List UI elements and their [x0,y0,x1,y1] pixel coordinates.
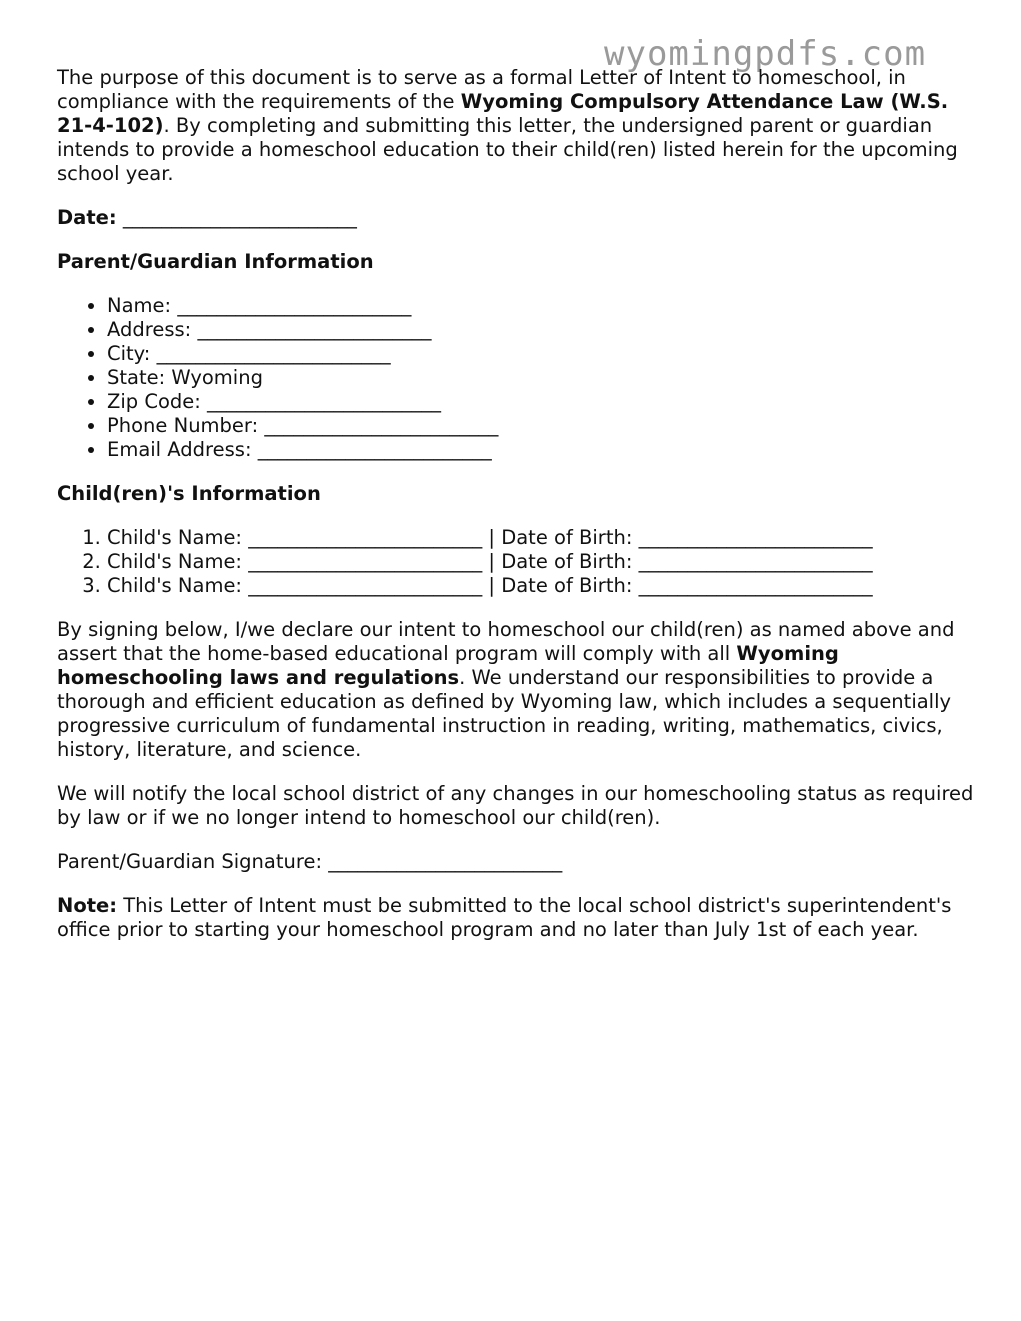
dob-label: Date of Birth: [501,574,633,597]
child-name-label: Child's Name: [107,574,243,597]
child-row-3 [107,574,977,598]
list-item-state [107,366,977,390]
date-label: Date: [57,206,117,229]
child-row-2 [107,550,977,574]
separator: | [488,526,495,549]
intro-text-1: The purpose of this document is to serve as a formal Letter of Intent to homeschool, in compliance with the requirements of the [57,66,906,113]
intro-text-2: . By completing and submitting this letter, the undersigned parent or guardian intends to provide a homeschool education to their child(ren) listed herein for the upcoming school year. [57,114,958,185]
children-info-list [57,526,977,598]
list-item-city [107,342,977,366]
zip-code-field[interactable]: ________________________ [207,390,442,413]
note-paragraph [57,894,977,942]
intro-paragraph [57,66,977,186]
signature-label: Parent/Guardian Signature: [57,850,323,873]
note-text: This Letter of Intent must be submitted to the local school district's superintendent's office prior to starting your homeschool program and no later than July 1st of each year. [57,894,952,941]
child-3-name-field[interactable]: ________________________ [248,574,483,597]
child-3-dob-field[interactable]: ________________________ [638,574,873,597]
child-name-label: Child's Name: [107,550,243,573]
declaration-text-2: . We understand our responsibilities to provide a thorough and efficient education as defined by Wyoming law, which includes a sequentially progressive curriculum of fundamental instruction in reading, writing, mathematics, civics, history, literature, and science. [57,666,952,761]
list-item-address [107,318,977,342]
signature-line [57,850,977,874]
field-label: Name: [107,294,172,317]
children-section-heading: Child(ren)'s Information [57,482,321,505]
child-2-name-field[interactable]: ________________________ [248,550,483,573]
dob-label: Date of Birth: [501,550,633,573]
date-field[interactable]: ________________________ [122,206,357,229]
list-item-name [107,294,977,318]
declaration-paragraph [57,618,977,762]
letter-of-intent-document [57,66,977,962]
field-label: Zip Code: [107,390,201,413]
declaration-law-reference: Wyoming homeschooling laws and regulations [57,642,839,689]
child-1-dob-field[interactable]: ________________________ [638,526,873,549]
child-1-name-field[interactable]: ________________________ [248,526,483,549]
list-item-zip [107,390,977,414]
list-item-phone [107,414,977,438]
dob-label: Date of Birth: [501,526,633,549]
field-label: Phone Number: [107,414,259,437]
name-field[interactable]: ________________________ [177,294,412,317]
parent-section-heading: Parent/Guardian Information [57,250,374,273]
address-field[interactable]: ________________________ [197,318,432,341]
list-item-email [107,438,977,462]
field-label: City: [107,342,151,365]
watermark: wyomingpdfs.com [604,34,927,74]
parent-info-list [57,294,977,462]
separator: | [488,550,495,573]
declaration-text-1: By signing below, I/we declare our intent to homeschool our child(ren) as named above and assert that the home-based educational program will comply with all [57,618,955,665]
child-2-dob-field[interactable]: ________________________ [638,550,873,573]
child-name-label: Child's Name: [107,526,243,549]
separator: | [488,574,495,597]
phone-number-field[interactable]: ________________________ [264,414,499,437]
email-address-field[interactable]: ________________________ [257,438,492,461]
child-row-1 [107,526,977,550]
note-label: Note: [57,894,118,917]
signature-field[interactable]: ________________________ [328,850,563,873]
field-label: Address: [107,318,192,341]
field-label: State: [107,366,166,389]
city-field[interactable]: ________________________ [156,342,391,365]
intro-law-reference: Wyoming Compulsory Attendance Law (W.S. 21-4-102) [57,90,949,137]
state-value: Wyoming [171,366,263,389]
date-line [57,206,977,230]
notify-paragraph: We will notify the local school district of any changes in our homeschooling status as required by law or if we no longer intend to homeschool our child(ren). [57,782,974,829]
field-label: Email Address: [107,438,252,461]
